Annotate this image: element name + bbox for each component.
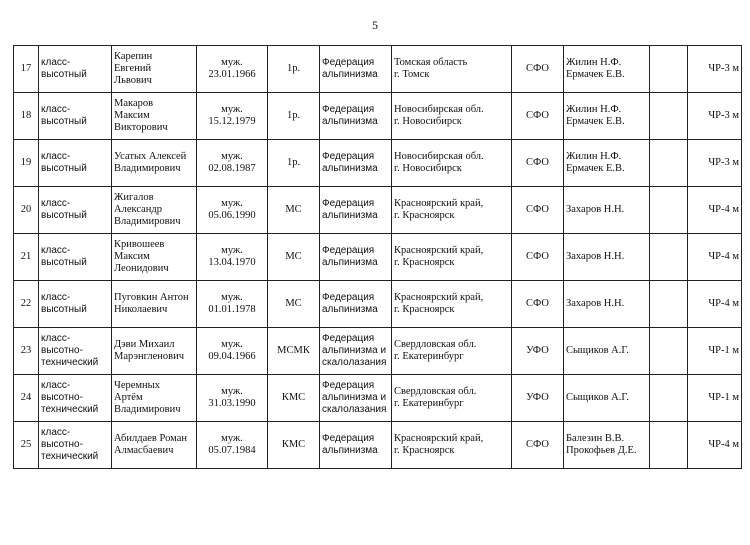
organization-line: Федерация	[322, 104, 375, 115]
table-row	[14, 281, 742, 328]
organization-line: альпинизма и	[322, 345, 387, 356]
table-row	[14, 46, 742, 93]
federal-district: СФО	[512, 281, 564, 328]
organization	[320, 375, 392, 422]
row-number: 22	[14, 281, 39, 328]
coaches-line: Ермачек Е.В.	[566, 163, 625, 174]
coaches-line: Сыщиков А.Г.	[566, 345, 629, 356]
organization-line: Федерация	[322, 433, 375, 444]
organization-line: альпинизма	[322, 163, 378, 174]
participant-name-line: Максим	[114, 251, 150, 262]
region	[392, 234, 512, 281]
organization-line: Федерация	[322, 380, 375, 391]
championship: ЧР-4 м	[688, 187, 742, 234]
class-cell-line: класс-	[41, 245, 71, 256]
table-row	[14, 422, 742, 469]
gender-birthdate-line: 02.08.1987	[208, 163, 256, 174]
class-cell	[39, 187, 112, 234]
page-number: 5	[372, 18, 378, 32]
organization-line: альпинизма	[322, 445, 378, 456]
federal-district: УФО	[512, 328, 564, 375]
participant-name-line: Дэви Михаил	[114, 339, 175, 350]
federal-district: СФО	[512, 422, 564, 469]
gender-birthdate	[197, 375, 268, 422]
participant-name-line: Алмасбаевич	[114, 445, 174, 456]
coaches-line: Захаров Н.Н.	[566, 204, 625, 215]
participant-name-line: Кривошеев	[114, 239, 165, 250]
row-number: 21	[14, 234, 39, 281]
gender-birthdate-line: муж.	[221, 339, 243, 350]
organization-line: Федерация	[322, 245, 375, 256]
participants-table	[13, 45, 742, 469]
gender-birthdate-line: муж.	[221, 151, 243, 162]
region	[392, 46, 512, 93]
row-number: 20	[14, 187, 39, 234]
gender-birthdate-line: 05.06.1990	[208, 210, 256, 221]
organization-line: альпинизма	[322, 257, 378, 268]
region-line: г. Новосибирск	[394, 163, 462, 174]
organization-line: альпинизма	[322, 69, 378, 80]
participant-name-line: Черемных	[114, 380, 160, 391]
class-cell-line: высотный	[41, 210, 87, 221]
row-number: 23	[14, 328, 39, 375]
participant-name	[112, 93, 197, 140]
class-cell-line: высотный	[41, 116, 87, 127]
coaches	[564, 93, 650, 140]
sport-rank: 1р.	[268, 93, 320, 140]
organization-line: скалолазания	[322, 357, 387, 368]
region-line: Красноярский край,	[394, 433, 484, 444]
gender-birthdate-line: 31.03.1990	[208, 398, 256, 409]
participant-name-line: Николаевич	[114, 304, 168, 315]
organization	[320, 328, 392, 375]
organization	[320, 187, 392, 234]
organization	[320, 93, 392, 140]
table-row	[14, 328, 742, 375]
championship: ЧР-1 м	[688, 328, 742, 375]
coaches	[564, 46, 650, 93]
row-number: 24	[14, 375, 39, 422]
coaches-line: Захаров Н.Н.	[566, 251, 625, 262]
class-cell-line: класс-	[41, 57, 71, 68]
class-cell-line: высотный	[41, 257, 87, 268]
organization	[320, 140, 392, 187]
federal-district: СФО	[512, 234, 564, 281]
empty-cell	[650, 93, 688, 140]
championship: ЧР-4 м	[688, 422, 742, 469]
participant-name-line: Макаров	[114, 98, 154, 109]
empty-cell	[650, 375, 688, 422]
gender-birthdate	[197, 93, 268, 140]
participant-name-line: Александр	[114, 204, 162, 215]
participant-name-line: Максим	[114, 110, 150, 121]
region-line: Новосибирская обл.	[394, 151, 484, 162]
championship: ЧР-4 м	[688, 234, 742, 281]
participant-name	[112, 375, 197, 422]
empty-cell	[650, 422, 688, 469]
championship: ЧР-1 м	[688, 375, 742, 422]
region-line: г. Красноярск	[394, 445, 455, 456]
gender-birthdate-line: муж.	[221, 245, 243, 256]
gender-birthdate	[197, 234, 268, 281]
region	[392, 281, 512, 328]
region-line: Красноярский край,	[394, 198, 484, 209]
coaches	[564, 328, 650, 375]
row-number: 19	[14, 140, 39, 187]
gender-birthdate-line: 13.04.1970	[208, 257, 256, 268]
region-line: г. Екатеринбург	[394, 398, 464, 409]
region	[392, 187, 512, 234]
region-line: г. Красноярск	[394, 257, 455, 268]
region-line: Свердловская обл.	[394, 339, 477, 350]
organization	[320, 46, 392, 93]
empty-cell	[650, 328, 688, 375]
participant-name	[112, 281, 197, 328]
class-cell-line: класс-высотно-	[41, 427, 83, 450]
region	[392, 422, 512, 469]
row-number: 17	[14, 46, 39, 93]
coaches-line: Жилин Н.Ф.	[566, 104, 622, 115]
gender-birthdate-line: муж.	[221, 386, 243, 397]
coaches-line: Сыщиков А.Г.	[566, 392, 629, 403]
participant-name-line: Владимирович	[114, 163, 181, 174]
participant-name	[112, 234, 197, 281]
gender-birthdate	[197, 140, 268, 187]
sport-rank: МСМК	[268, 328, 320, 375]
participant-name-line: Карепин	[114, 51, 153, 62]
participant-name	[112, 140, 197, 187]
participant-name-line: Пуговкин Антон	[114, 292, 189, 303]
gender-birthdate	[197, 422, 268, 469]
gender-birthdate-line: муж.	[221, 433, 243, 444]
class-cell-line: класс-	[41, 198, 71, 209]
organization-line: альпинизма	[322, 210, 378, 221]
coaches-line: Прокофьев Д.Е.	[566, 445, 637, 456]
gender-birthdate-line: 01.01.1978	[208, 304, 256, 315]
class-cell	[39, 46, 112, 93]
organization-line: Федерация	[322, 333, 375, 344]
empty-cell	[650, 234, 688, 281]
class-cell-line: класс-	[41, 151, 71, 162]
table-row	[14, 140, 742, 187]
participant-name-line: Владимирович	[114, 216, 181, 227]
organization-line: скалолазания	[322, 404, 387, 415]
region	[392, 93, 512, 140]
federal-district: СФО	[512, 46, 564, 93]
table-row	[14, 93, 742, 140]
organization-line: Федерация	[322, 198, 375, 209]
region-line: г. Новосибирск	[394, 116, 462, 127]
region-line: Красноярский край,	[394, 245, 484, 256]
class-cell	[39, 140, 112, 187]
participant-name	[112, 46, 197, 93]
class-cell-line: высотный	[41, 304, 87, 315]
participant-name-line: Марэнгленович	[114, 351, 185, 362]
participant-name-line: Львович	[114, 75, 152, 86]
coaches	[564, 422, 650, 469]
class-cell	[39, 234, 112, 281]
gender-birthdate	[197, 46, 268, 93]
class-cell-line: технический	[41, 357, 99, 368]
coaches-line: Ермачек Е.В.	[566, 116, 625, 127]
participant-name-line: Викторович	[114, 122, 168, 133]
organization	[320, 281, 392, 328]
championship: ЧР-3 м	[688, 140, 742, 187]
coaches	[564, 281, 650, 328]
participant-name	[112, 328, 197, 375]
sport-rank: МС	[268, 281, 320, 328]
coaches-line: Балезин В.В.	[566, 433, 625, 444]
region-line: г. Красноярск	[394, 210, 455, 221]
class-cell	[39, 281, 112, 328]
championship: ЧР-3 м	[688, 93, 742, 140]
organization-line: Федерация	[322, 292, 375, 303]
participant-name-line: Жигалов	[114, 192, 154, 203]
class-cell-line: высотный	[41, 163, 87, 174]
sport-rank: 1р.	[268, 46, 320, 93]
class-cell-line: класс-высотно-	[41, 333, 83, 356]
region-line: г. Красноярск	[394, 304, 455, 315]
region-line: Красноярский край,	[394, 292, 484, 303]
class-cell-line: технический	[41, 404, 99, 415]
sport-rank: МС	[268, 234, 320, 281]
sport-rank: КМС	[268, 375, 320, 422]
participant-name-line: Усатых Алексей	[114, 151, 187, 162]
region	[392, 140, 512, 187]
championship: ЧР-3 м	[688, 46, 742, 93]
organization-line: Федерация	[322, 151, 375, 162]
table-row	[14, 187, 742, 234]
sport-rank: МС	[268, 187, 320, 234]
coaches	[564, 140, 650, 187]
region-line: г. Томск	[394, 69, 430, 80]
sport-rank: КМС	[268, 422, 320, 469]
class-cell	[39, 93, 112, 140]
participant-name-line: Абилдаев Роман	[114, 433, 187, 444]
class-cell-line: технический	[41, 451, 99, 462]
region	[392, 375, 512, 422]
participant-name	[112, 422, 197, 469]
coaches	[564, 234, 650, 281]
organization	[320, 422, 392, 469]
organization-line: альпинизма и	[322, 392, 387, 403]
empty-cell	[650, 187, 688, 234]
participant-name	[112, 187, 197, 234]
region-line: Новосибирская обл.	[394, 104, 484, 115]
class-cell-line: класс-высотно-	[41, 380, 83, 403]
coaches-line: Жилин Н.Ф.	[566, 151, 622, 162]
class-cell	[39, 375, 112, 422]
coaches-line: Ермачек Е.В.	[566, 69, 625, 80]
gender-birthdate-line: муж.	[221, 198, 243, 209]
class-cell	[39, 328, 112, 375]
empty-cell	[650, 281, 688, 328]
organization-line: Федерация	[322, 57, 375, 68]
participant-name-line: Владимирович	[114, 404, 181, 415]
empty-cell	[650, 140, 688, 187]
class-cell-line: класс-	[41, 104, 71, 115]
table-row	[14, 234, 742, 281]
federal-district: СФО	[512, 140, 564, 187]
gender-birthdate	[197, 328, 268, 375]
coaches-line: Жилин Н.Ф.	[566, 57, 622, 68]
sport-rank: 1р.	[268, 140, 320, 187]
organization	[320, 234, 392, 281]
table-body	[14, 46, 742, 469]
gender-birthdate	[197, 281, 268, 328]
organization-line: альпинизма	[322, 116, 378, 127]
participant-name-line: Артём	[114, 392, 143, 403]
empty-cell	[650, 46, 688, 93]
federal-district: СФО	[512, 93, 564, 140]
participant-name-line: Леонидович	[114, 263, 169, 274]
row-number: 25	[14, 422, 39, 469]
gender-birthdate-line: муж.	[221, 292, 243, 303]
gender-birthdate-line: 09.04.1966	[208, 351, 256, 362]
region-line: Свердловская обл.	[394, 386, 477, 397]
region	[392, 328, 512, 375]
participant-name-line: Евгений	[114, 63, 152, 74]
gender-birthdate-line: 23.01.1966	[208, 69, 256, 80]
federal-district: УФО	[512, 375, 564, 422]
gender-birthdate-line: 15.12.1979	[208, 116, 256, 127]
gender-birthdate	[197, 187, 268, 234]
class-cell-line: класс-	[41, 292, 71, 303]
coaches	[564, 187, 650, 234]
region-line: Томская область	[394, 57, 468, 68]
gender-birthdate-line: муж.	[221, 104, 243, 115]
region-line: г. Екатеринбург	[394, 351, 464, 362]
federal-district: СФО	[512, 187, 564, 234]
gender-birthdate-line: муж.	[221, 57, 243, 68]
organization-line: альпинизма	[322, 304, 378, 315]
coaches-line: Захаров Н.Н.	[566, 298, 625, 309]
championship: ЧР-4 м	[688, 281, 742, 328]
class-cell	[39, 422, 112, 469]
gender-birthdate-line: 05.07.1984	[208, 445, 256, 456]
row-number: 18	[14, 93, 39, 140]
table-row	[14, 375, 742, 422]
coaches	[564, 375, 650, 422]
class-cell-line: высотный	[41, 69, 87, 80]
